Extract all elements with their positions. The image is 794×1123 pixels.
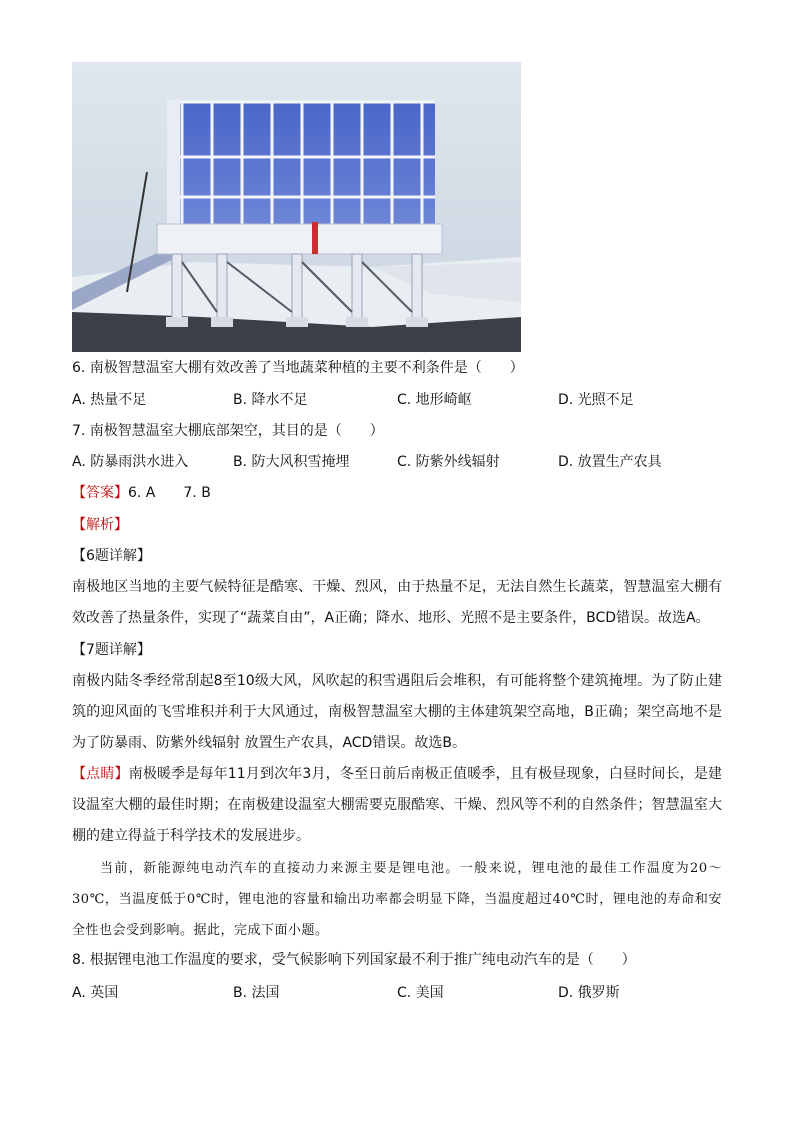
detail-7-title: 【7题详解】 xyxy=(72,642,151,658)
q7-option-d: D. 放置生产农具 xyxy=(558,454,662,470)
question-7-stem: 7. 南极智慧温室大棚底部架空，其目的是（ ） xyxy=(72,423,384,439)
q6-option-a: A. 热量不足 xyxy=(72,392,147,408)
greenhouse-photo xyxy=(72,62,521,352)
q8-option-a: A. 英国 xyxy=(72,985,119,1001)
q6-option-b: B. 降水不足 xyxy=(233,392,308,408)
question-6-stem: 6. 南极智慧温室大棚有效改善了当地蔬菜种植的主要不利条件是（ ） xyxy=(72,360,524,376)
detail-6-text: 南极地区当地的主要气候特征是酷寒、干燥、烈风，由于热量不足，无法自然生长蔬菜，智慧温室大棚有效改善了热量条件，实现了“蔬菜自由”，A正确；降水、地形、光照不是主要条件，BCD错误。故选A。 xyxy=(72,579,722,626)
q8-option-b: B. 法国 xyxy=(233,985,280,1001)
answer-text: 6. A 7. B xyxy=(128,485,211,501)
pointer-text: 南极暖季是每年11月到次年3月，冬至日前后南极正值暖季，且有极昼现象，白昼时间长，是建设温室大棚的最佳时期；在南极建设温室大棚需要克服酷寒、干燥、烈风等不利的自然条件；智慧温室大棚的建立得益于科学技术的发展进步。 xyxy=(72,766,722,844)
q8-option-d: D. 俄罗斯 xyxy=(558,985,620,1001)
pointer-label: 【点睛】 xyxy=(72,766,129,782)
pointer-paragraph xyxy=(72,759,722,852)
answer-line xyxy=(72,483,211,503)
greenhouse-illustration xyxy=(72,62,521,352)
answer-label: 【答案】 xyxy=(72,485,128,501)
q7-option-c: C. 防紫外线辐射 xyxy=(397,454,500,470)
q7-option-b: B. 防大风积雪掩埋 xyxy=(233,454,350,470)
question-8-stem: 8. 根据锂电池工作温度的要求，受气候影响下列国家最不利于推广纯电动汽车的是（ ） xyxy=(72,952,636,968)
detail-6-title: 【6题详解】 xyxy=(72,548,151,564)
q7-option-a: A. 防暴雨洪水进入 xyxy=(72,454,189,470)
q6-option-c: C. 地形崎岖 xyxy=(397,392,472,408)
q6-option-d: D. 光照不足 xyxy=(558,392,634,408)
intro-passage: 当前，新能源纯电动汽车的直接动力来源主要是锂电池。一般来说，锂电池的最佳工作温度为20～30℃，当温度低于0℃时，锂电池的容量和输出功率都会明显下降，当温度超过40℃时，锂电池的寿命和安全性也会受到影响。据此，完成下面小题。 xyxy=(72,861,722,938)
q8-option-c: C. 美国 xyxy=(397,985,444,1001)
detail-7-text: 南极内陆冬季经常刮起8至10级大风，风吹起的积雪遇阻后会堆积，有可能将整个建筑掩埋。为了防止建筑的迎风面的飞雪堆积并利于大风通过，南极智慧温室大棚的主体建筑架空高地，B正确；架空高地不是为了防暴雨、防紫外线辐射 放置生产农具，ACD错误。故选B。 xyxy=(72,673,722,751)
analysis-label: 【解析】 xyxy=(72,517,128,533)
